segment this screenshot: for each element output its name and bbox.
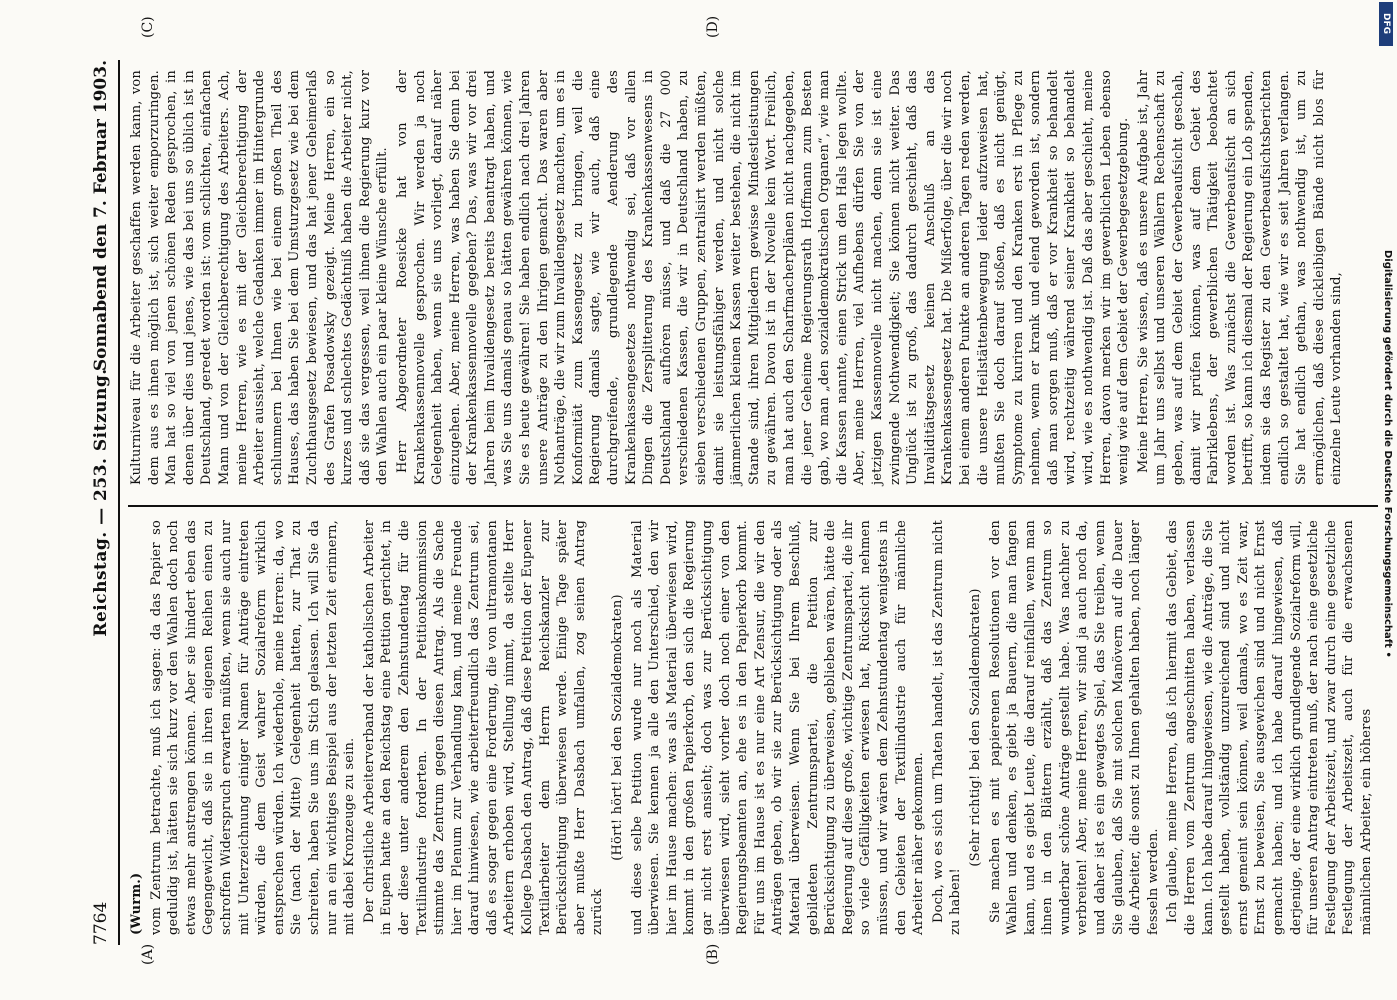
interjection: (Hört! hört! bei den Sozialdemokraten) [610,594,626,861]
paragraph: und diese selbe Petition wurde nur noch als Material überwiesen. Sie kennen ja alle den Unterschied, den wir hier im Hause machen: was als Material überwiesen wird, kommt in den großen Papierkorb, den sich die Regierung gar nicht erst ansieht; doch was zur Berücksichtigung überwiesen wird, sieht vorher doch noch einer von den Regierungsbeamten an, ehe es in den Papierkorb kommt. Für uns im Hause ist es nur eine Art Zensur, die wir den Anträgen geben, ob wir sie zur Berücksichtigung oder als Material überweisen. Wenn Sie bei Ihrem Beschluß, gebildeten Zentrumspartei, die Petition zur Berücksichtigung zu überweisen, geblieben wären, hätte die Regierung auf diese große, wichtige Zentrumspartei, die ihr so viele Gefälligkeiten erwiesen hat, Rücksicht nehmen müssen, und wir wären dem Zehnstundentag wenigstens in den Gebieten der Textilindustrie auch für männliche Arbeiter näher gekommen. [629,520,927,935]
right-text-column [128,70,1348,485]
page-title: Reichstag. — 253. Sitzung. [91,368,111,637]
digitization-credit [1377,0,1395,1000]
header-rule [118,60,120,945]
interjection: (Sehr richtig! bei den Sozialdemokraten) [967,588,983,867]
paragraph: Meine Herren, Sie wissen, daß es unsere Aufgabe ist, Jahr um Jahr uns selbst und unseren Wählern Rechenschaft zu geben, was auf dem Gebiet der Gewerbeaufsicht geschah, damit wir prüfen können, was auf dem Gebiet des Fabriklebens, der gewerblichen Thätigkeit beobachtet worden ist. Was zunächst die Gewerbeaufsicht an sich betrifft, so kann ich diesmal der Regierung ein Lob spenden, indem sie das Register zu den Gewerbeaufsichtsberichten endlich so gestaltet hat, wie wir es seit Jahren verlangen. Sie hat endlich gethan, was nothwendig ist, um zu ermöglichen, daß diese dickleibigen Bände nicht blos für einzelne Leute vorhanden sind, [1135,70,1345,485]
paragraph: Der christliche Arbeiterverband der katholischen Arbeiter in Eupen hatte an den Reichstag eine Petition gerichtet, in der diese unter anderem den Zehnstundentag für die Textilindustrie forderten. In der Petitionskommission stimmte das Zentrum gegen diesen Antrag. Als die Sache hier im Plenum zur Verhandlung kam, und meine Freunde darauf hinwiesen, wie arbeiterfreundlich das Zentrum sei, daß es sogar gegen eine Forderung, die von ultramontanen Arbeitern erhoben wird, Stellung nimmt, da stellte Herr Kollege Dasbach den Antrag, daß diese Petition der Eupener Textilarbeiter dem Herrn Reichskanzler zur Berücksichtigung überwiesen werde. Einige Tage später aber mußte Herr Dasbach umfallen, zog seinen Antrag zurück [361,520,606,935]
paragraph: vom Zentrum betrachte, muß ich sagen: da das Papier so geduldig ist, hätten sie sich kurz vor den Wahlen doch noch etwas mehr anstrengen können. Aber sie hindert eben das Gegengewicht, daß sie in ihren eigenen Reihen einen zu schroffen Widerspruch erwarten müßten, wenn sie auch nur mit Unterzeichnung einiger Namen für Anträge eintreten würden, die dem Geist wahrer Sozialreform wirklich entsprechen würden. Ich wiederhole, meine Herren: da, wo Sie (nach der Mitte) Gelegenheit hatten, zur That zu schreiten, haben Sie uns im Stich gelassen. Ich will Sie da nur an ein wichtiges Beispiel aus der letzten Zeit erinnern, mit dabei Kronzeuge zu sein. [148,520,358,935]
page-number: 7764 [91,901,111,945]
margin-mark-a: (A) [140,943,156,965]
column-divider [128,505,1378,507]
session-date: Sonnabend den 7. Februar 1903. [91,60,111,372]
dfg-logo: DFG [1379,2,1393,46]
margin-mark-c: (C) [140,16,156,38]
credit-text: Digitalisierung gefördert durch die Deutsche Forschungsgemeinschaft • [1382,250,1393,658]
speaker-name: (Wurm.) [129,872,144,935]
left-text-column [128,520,1378,935]
paragraph: Ich glaube, meine Herren, daß ich hiermit das Gebiet, das die Herren vom Zentrum angeschnitten haben, verlassen kann. Ich habe darauf hingewiesen, wie die Anträge, die Sie gestellt haben, vollständig unzureichend sind und nicht ernst gemeint sein können, weil damals, wo es Zeit war, Ernst zu beweisen, Sie ausgewichen sind und nicht Ernst gemacht haben; und ich habe darauf hingewiesen, daß derjenige, der eine wirklich grundlegende Sozialreform will, für unseren Antrag eintreten muß, der nach eine gesetzliche Festlegung der Arbeitszeit, und zwar durch eine gesetzliche Festlegung der Arbeitszeit, auch für die erwachsenen männlichen Arbeiter, ein höheres [1165,520,1374,935]
paragraph: Kulturniveau für die Arbeiter geschaffen werden kann, von dem aus es ihnen möglich ist, sich weiter emporzuringen. Man hat so viel von jenen schönen Reden gesprochen, in denen über dies und jenes, wie das bei uns so üblich ist in Deutschland, geredet worden ist: vom schlichten, einfachen Mann und von der Gleichberechtigung des Arbeiters. Ach, meine Herren, wie es mit der Gleichberechtigung der Arbeiter aussieht, welche Gedanken immer im Hintergrunde schlummern bei Ihnen wie bei einem großen Theil des Hauses, das haben Sie bei dem Umsturzgesetz wie bei dem Zuchthausgesetz bewiesen, und das hat jener Geheimerlaß des Grafen Posadowsky gezeigt. Meine Herren, ein so kurzes und schlechtes Gedächtniß haben die Arbeiter nicht, daß sie das vergessen, weil ihnen die Regierung kurz vor den Wahlen auch ein paar kleine Wünsche erfüllt. [129,70,391,485]
paragraph: Doch, wo es sich um Thaten handelt, ist das Zentrum nicht zu haben! [930,520,964,935]
margin-mark-d: (D) [705,15,721,38]
margin-mark-b: (B) [705,943,721,965]
paragraph: Herr Abgeordneter Roesicke hat von der Krankenkassennovelle gesprochen. Wir werden ja noch Gelegenheit haben, wenn sie uns vorliegt, darauf näher einzugehen. Aber, meine Herren, was haben Sie denn bei der Krankenkassennovelle gegeben? Das, was wir vor drei Jahren beim Invalidengesetz bereits beantragt haben, und was Sie uns damals genau so hätten gewähren können, wie Sie es heute gewähren! Sie haben endlich nach drei Jahren unsere Anträge zu den Ihrigen gemacht. Das waren aber Nothanträge, die wir zum Invalidengesetz machten, um es in Konformität zum Kassengesetz zu bringen, weil die Regierung damals sagte, wie wir auch, daß eine durchgreifende, grundlegende Aenderung des Krankenkassengesetzes nothwendig sei, daß vor allen Dingen die Zersplitterung des Krankenkassenwesens in Deutschland aufhören müsse, und daß die 27 000 verschiedenen Kassen, die wir in Deutschland haben, zu sieben verschiedenen Gruppen, zentralisirt werden müßten, damit sie leistungsfähiger werden, und nicht solche jämmerlichen kleinen Kassen weiter bestehen, die nicht im Stande sind, ihren Mitgliedern gewisse Mindestleistungen zu gewähren. Davon ist in der Novelle kein Wort. Freilich, man hat auch den Scharfmacherplänen nicht nachgegeben, die jener Geheime Regierungsrath Hoffmann zum Besten gab, wo man „den sozialdemokratischen Organen“, wie man die Kassen nannte, einen Strick um den Hals legen wollte. Aber, meine Herren, viel Aufhebens dürfen Sie von der jetzigen Kassennovelle nicht machen, denn sie ist eine zwingende Nothwendigkeit; Sie können nicht weiter. Das Unglück ist zu groß, das dadurch geschieht, daß das Invaliditätsgesetz keinen Anschluß an das Krankenkassengesetz hat. Die Mißerfolge, über die wir noch bei einem anderen Punkte an anderen Tagen reden werden, die unsere Heilstättenbewegung leider aufzuweisen hat, mußten Sie doch darauf stoßen, daß es nicht genügt, Symptome zu kuriren und den Kranken erst in Pflege zu nehmen, wenn er krank und elend geworden ist, sondern daß man sorgen muß, daß er vor Krankheit so behandelt wird, rechtzeitig während seiner Krankheit so behandelt wird, wie es nothwendig ist. Daß das aber geschieht, meine Herren, davon merken wir im gewerblichen Leben ebenso wenig wie auf dem Gebiet der Gewerbegesetzgebung. [394,70,1132,485]
paragraph: Sie machen es mit papierenen Resolutionen vor den Wahlen und denken, es giebt ja Bauern, die man fangen kann, und es giebt Leute, die darauf reinfallen, wenn man ihnen in den Blättern erzählt, daß das Zentrum so wunderbar schöne Anträge gestellt habe. Was nachher zu verbreiten! Aber, meine Herren, wir sind ja auch noch da, und daher ist es ein gewagtes Spiel, das Sie treiben, wenn Sie glauben, daß Sie mit solchen Manövern auf die Dauer die Arbeiter, die sonst zu Ihnen gehalten haben, noch länger fesseln werden. [987,520,1161,935]
